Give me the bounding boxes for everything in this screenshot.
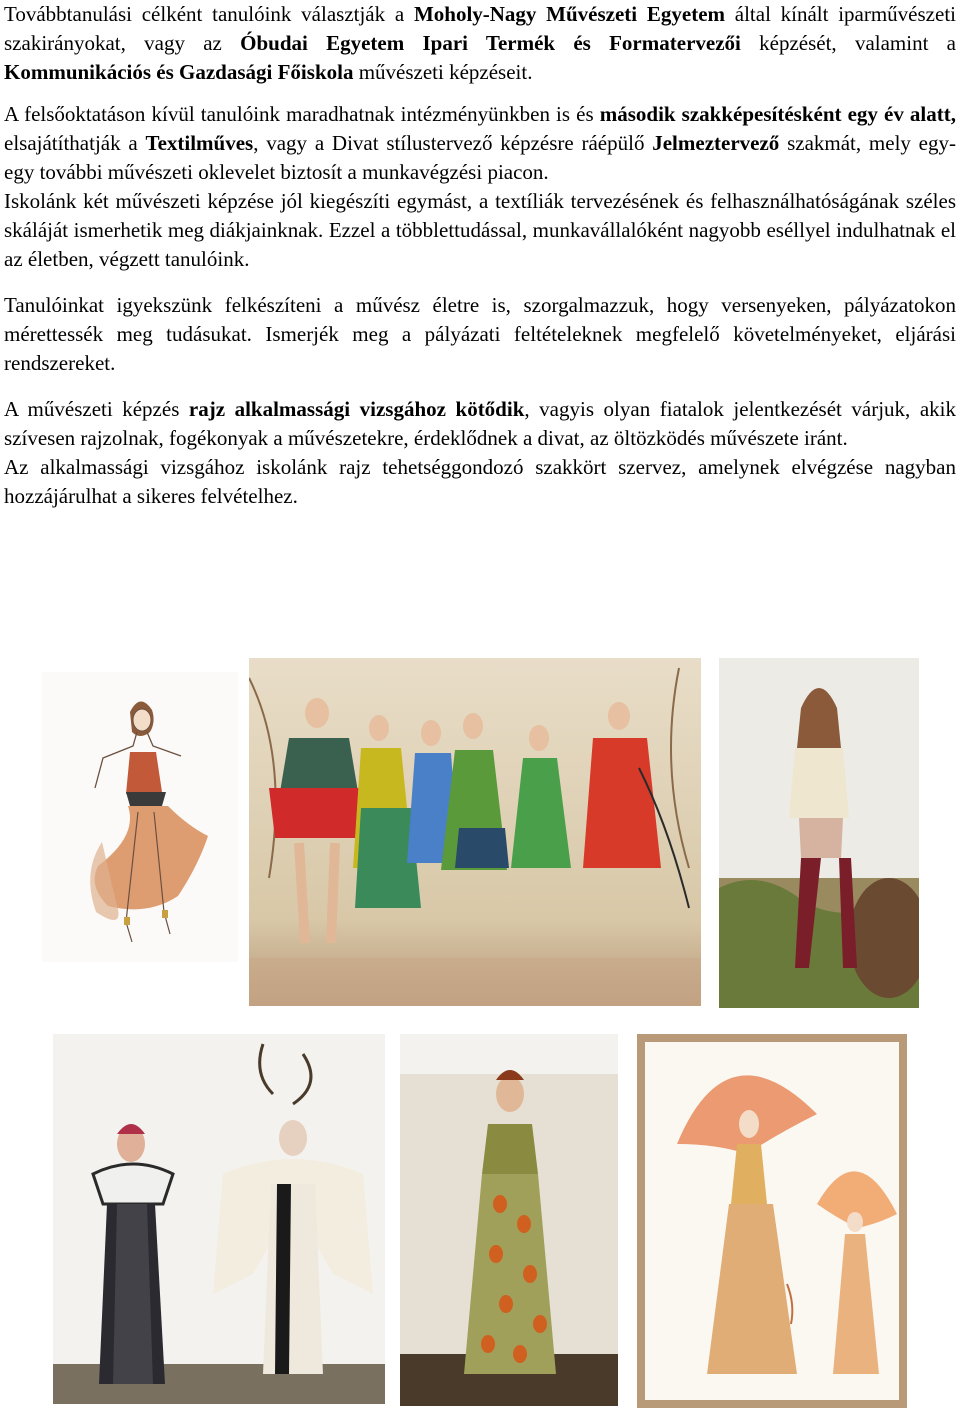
fashion-sketch-orange-dress-image (42, 672, 238, 962)
paragraph-second-qualification (4, 100, 956, 187)
runway-leaf-gown-image (400, 1034, 618, 1406)
fashion-sketch-fan-dresses-image (637, 1034, 907, 1408)
bold-text: Óbudai Egyetem Ipari Termék és Formatervezői (240, 31, 741, 55)
bold-text: Kommunikációs és Gazdasági Főiskola (4, 60, 354, 84)
paragraph-aptitude-exam (4, 395, 956, 453)
text-run: Tanulóinkat igyekszünk felkészíteni a művész életre is, szorgalmazzuk, hogy versenyeken, pályázatokon mérettessék meg tudásukat. Ismerjék meg a pályázati feltételeknek megfelelő követelményeket, eljárási rendszereket. (4, 293, 956, 375)
text-run: Iskolánk két művészeti képzése jól kiegészíti egymást, a textíliák tervezésének és felhasználhatóságának széles skáláját ismerhetik meg diákjainknak. Ezzel a többlettudással, munkavállalóként nagyobb eséllyel indulhatnak el az életben, végzett tanulóink. (4, 189, 956, 271)
text-run: szakmát, mely egy-egy további művészeti oklevelet biztosít a munkavégzési piacon. (4, 131, 956, 184)
bold-text: Textilműves (145, 131, 254, 155)
bold-text: Jelmeztervező (652, 131, 780, 155)
paragraph-further-education (4, 0, 956, 87)
text-run: Az alkalmassági vizsgához iskolánk rajz tehetséggondozó szakkört szervez, amelynek elvégzése nagyban hozzájárulhat a sikeres felvételhez. (4, 455, 956, 508)
bold-text: Moholy-Nagy Művészeti Egyetem (413, 2, 726, 26)
text-run: , vagyis olyan fiatalok jelentkezését várjuk, akik szívesen rajzolnak, fogékonyak a művészetekre, érdeklődnek a divat, az öltözködés művészete iránt. (4, 397, 956, 450)
text-run: A felsőoktatáson kívül tanulóink maradhatnak intézményünkben is és (4, 102, 600, 126)
text-run: , vagy a Divat stílustervező képzésre ráépülő (253, 131, 653, 155)
text-run: által kínált iparművészeti szakirányokat, vagy az (4, 2, 956, 55)
bold-text: második szakképesítésként egy év alatt, (599, 102, 956, 126)
model-outdoor-white-wall-image (719, 658, 919, 1008)
paragraph-talent-club (4, 453, 956, 511)
runway-feather-costumes-image (53, 1034, 385, 1404)
text-run: elsajátíthatják a (4, 131, 146, 155)
text-run: A művészeti képzés (4, 397, 189, 421)
paragraph-two-programs (4, 187, 956, 274)
bold-text: rajz alkalmassági vizsgához kötődik (188, 397, 525, 421)
runway-group-textile-costumes-image (249, 658, 701, 1006)
text-run: Továbbtanulási célként tanulóink választják a (4, 2, 414, 26)
document-body (4, 0, 956, 511)
paragraph-competitions (4, 291, 956, 378)
text-run: képzését, valamint a (740, 31, 956, 55)
text-run: művészeti képzéseit. (353, 60, 533, 84)
